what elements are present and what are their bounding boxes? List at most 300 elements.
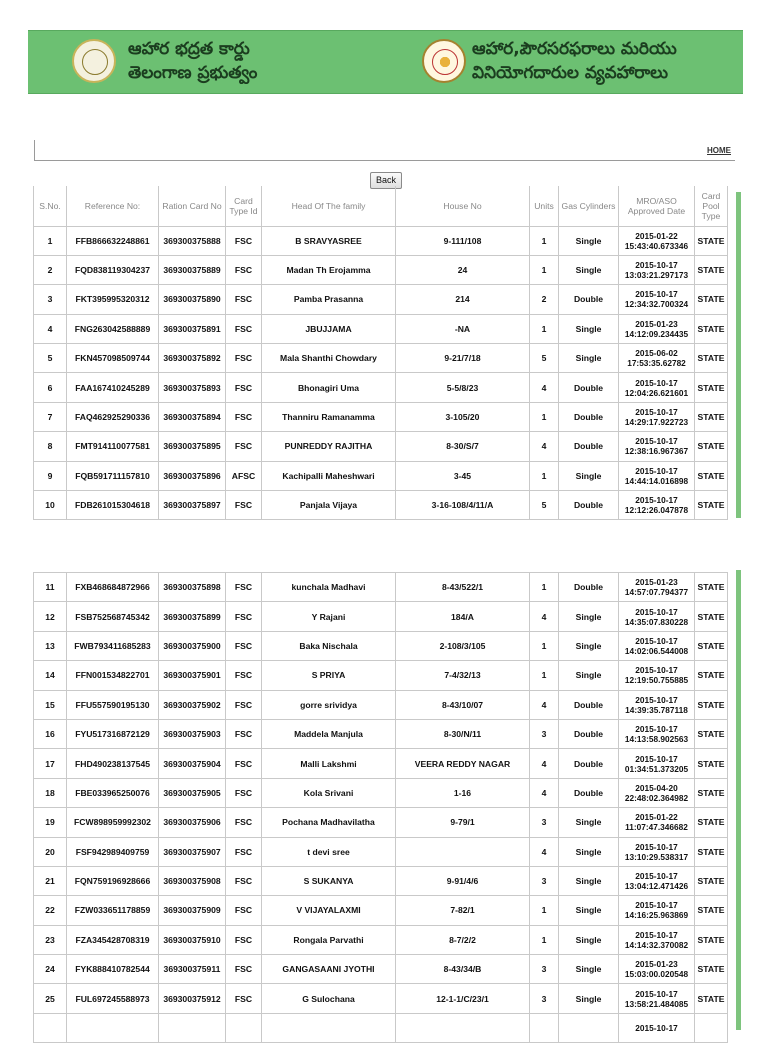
table-row: [34, 373, 728, 402]
col-house-no-cell: 5-5/8/23: [396, 373, 530, 402]
col-card-type-cell: FSC: [226, 955, 262, 984]
col-house-no-cell: 214: [396, 285, 530, 314]
col-head-of-family-cell: PUNREDDY RAJITHA: [262, 432, 396, 461]
col-units-cell: 3: [530, 719, 559, 748]
col-sno-cell: 9: [34, 461, 67, 490]
col-reference-no-cell: FAQ462925290336: [67, 402, 159, 431]
col-ration-card-no-cell: 369300375894: [159, 402, 226, 431]
approved-date: 2015-10-17: [635, 753, 678, 764]
col-card-pool-type-cell: STATE: [695, 778, 728, 807]
col-units-cell: 3: [530, 866, 559, 895]
col-units-cell: 4: [530, 690, 559, 719]
col-head-of-family-cell: Malli Lakshmi: [262, 749, 396, 778]
approved-date: 2015-10-17: [635, 606, 678, 617]
table-header-row: [34, 186, 728, 226]
approved-date: 2015-01-22: [635, 230, 678, 241]
col-head-of-family-cell: G Sulochana: [262, 984, 396, 1013]
col-card-pool-type-cell: STATE: [695, 255, 728, 284]
col-sno-cell: 25: [34, 984, 67, 1013]
col-head-of-family-cell: t devi sree: [262, 837, 396, 866]
approved-time: 14:29:17.922723: [624, 417, 689, 428]
col-sno-cell: 24: [34, 955, 67, 984]
approved-date: 2015-01-23: [635, 959, 678, 970]
col-head-of-family-cell: GANGASAANI JYOTHI: [262, 955, 396, 984]
approved-date-cell: [619, 866, 695, 895]
col-house-no-cell: [396, 1013, 530, 1042]
telangana-emblem-icon: [72, 39, 116, 83]
col-card-type-cell: FSC: [226, 661, 262, 690]
col-gas-cylinders-cell: Single: [559, 631, 619, 660]
table-row: [34, 461, 728, 490]
approved-date-cell: [619, 314, 695, 343]
col-units-cell: 1: [530, 573, 559, 602]
col-units-cell: 1: [530, 631, 559, 660]
approved-date: 2015-10-17: [635, 929, 678, 940]
approved-date-cell: [619, 778, 695, 807]
col-gas-cylinders-cell: Double: [559, 373, 619, 402]
col-gas-cylinders-cell: Single: [559, 955, 619, 984]
approved-time: 13:03:21.297173: [624, 270, 689, 281]
col-house-no-cell: 9-91/4/6: [396, 866, 530, 895]
col-units-cell: 1: [530, 314, 559, 343]
col-card-pool-type-cell: STATE: [695, 402, 728, 431]
col-gas-cylinders-cell: Single: [559, 984, 619, 1013]
col-reference-no-cell: FQB591711157810: [67, 461, 159, 490]
col-gas-cylinders-cell: Single: [559, 255, 619, 284]
col-units-cell: 4: [530, 837, 559, 866]
approved-date-cell: [619, 690, 695, 719]
col-units-cell: 5: [530, 344, 559, 373]
col-card-type-cell: FSC: [226, 896, 262, 925]
col-ration-card-no-cell: 369300375898: [159, 573, 226, 602]
table-row: [34, 749, 728, 778]
col-head-of-family-cell: S SUKANYA: [262, 866, 396, 895]
col-card-pool-type-cell: STATE: [695, 285, 728, 314]
col-card-pool-type-cell: STATE: [695, 461, 728, 490]
col-gas-cylinders-cell: Single: [559, 344, 619, 373]
col-ration-card-no-cell: 369300375908: [159, 866, 226, 895]
table-row: [34, 602, 728, 631]
col-ration-card-no-cell: 369300375895: [159, 432, 226, 461]
col-card-pool-type-cell: STATE: [695, 344, 728, 373]
col-head-of-family-cell: Kachipalli Maheshwari: [262, 461, 396, 490]
green-side-strip: [736, 570, 741, 1030]
approved-date: 2015-10-17: [635, 377, 678, 388]
approved-date-cell: [619, 955, 695, 984]
col-card-pool-type-cell: STATE: [695, 719, 728, 748]
approved-date: 2015-01-23: [635, 577, 678, 588]
col-sno-cell: 3: [34, 285, 67, 314]
col-ration-card-no-cell: 369300375905: [159, 778, 226, 807]
col-gas-cylinders-cell: Single: [559, 925, 619, 954]
col-card-type-cell: FSC: [226, 984, 262, 1013]
col-house-no-cell: 3-105/20: [396, 402, 530, 431]
approved-date: 2015-10-17: [635, 871, 678, 882]
col-sno-cell: 13: [34, 631, 67, 660]
col-reference-no-cell: FZA345428708319: [67, 925, 159, 954]
table-row: [34, 837, 728, 866]
col-card-type-header: Card Type Id: [226, 186, 262, 226]
table-row: [34, 808, 728, 837]
approved-date-cell: [619, 373, 695, 402]
col-units-cell: 2: [530, 285, 559, 314]
col-head-of-family-cell: [262, 1013, 396, 1042]
col-sno-cell: [34, 1013, 67, 1042]
approved-date: 2015-10-17: [635, 635, 678, 646]
col-head-of-family-cell: V VIJAYALAXMI: [262, 896, 396, 925]
col-card-pool-type-cell: STATE: [695, 432, 728, 461]
col-card-type-cell: FSC: [226, 778, 262, 807]
approved-date: 2015-10-17: [635, 495, 678, 506]
col-card-type-cell: FSC: [226, 925, 262, 954]
approved-date-cell: [619, 631, 695, 660]
col-units-cell: 4: [530, 778, 559, 807]
col-card-pool-type-cell: STATE: [695, 925, 728, 954]
back-button[interactable]: Back: [370, 172, 402, 189]
col-house-no-cell: 12-1-1/C/23/1: [396, 984, 530, 1013]
approved-time: 12:04:26.621601: [624, 387, 689, 398]
col-units-cell: 4: [530, 432, 559, 461]
col-head-of-family-cell: Mala Shanthi Chowdary: [262, 344, 396, 373]
col-head-of-family-cell: gorre srividya: [262, 690, 396, 719]
col-ration-card-no-cell: 369300375891: [159, 314, 226, 343]
civil-supplies-emblem-icon: [422, 39, 466, 83]
approved-time: 13:10:29.538317: [624, 851, 689, 862]
col-sno-cell: 11: [34, 573, 67, 602]
col-house-no-cell: 1-16: [396, 778, 530, 807]
col-card-type-cell: FSC: [226, 808, 262, 837]
approved-time: 14:16:25.963869: [624, 910, 689, 921]
approved-time: 14:13:58.902563: [624, 734, 689, 745]
ration-cards-table: [33, 186, 728, 520]
col-sno-cell: 6: [34, 373, 67, 402]
col-card-pool-type-cell: STATE: [695, 690, 728, 719]
col-card-type-cell: FSC: [226, 491, 262, 520]
approved-time: 15:03:00.020548: [624, 969, 689, 980]
col-gas-cylinders-cell: Single: [559, 461, 619, 490]
approved-date-cell: [619, 402, 695, 431]
col-reference-no-cell: FYK888410782544: [67, 955, 159, 984]
approved-date: 2015-10-17: [635, 465, 678, 476]
col-ration-card-no-cell: 369300375893: [159, 373, 226, 402]
approved-time: 14:35:07.830228: [624, 616, 689, 627]
approved-date: 2015-10-17: [635, 694, 678, 705]
table-row: [34, 344, 728, 373]
col-ration-card-no-cell: 369300375909: [159, 896, 226, 925]
col-gas-cylinders-cell: Double: [559, 719, 619, 748]
col-ration-card-no-cell: 369300375904: [159, 749, 226, 778]
col-ration-card-no-cell: [159, 1013, 226, 1042]
col-card-type-cell: FSC: [226, 719, 262, 748]
col-sno-cell: 12: [34, 602, 67, 631]
approved-time: 13:58:21.484085: [624, 998, 689, 1009]
col-ration-card-no-cell: 369300375910: [159, 925, 226, 954]
col-units-cell: 4: [530, 373, 559, 402]
col-card-type-cell: FSC: [226, 226, 262, 255]
table-row: [34, 573, 728, 602]
approved-date-cell: [619, 749, 695, 778]
approved-date: 2015-10-17: [635, 407, 678, 418]
col-reference-no-cell: FFN001534822701: [67, 661, 159, 690]
col-house-no-cell: VEERA REDDY NAGAR: [396, 749, 530, 778]
approved-time: 14:57:07.794377: [624, 587, 689, 598]
col-units-cell: 4: [530, 749, 559, 778]
col-ration-card-no-cell: 369300375899: [159, 602, 226, 631]
col-card-type-cell: FSC: [226, 285, 262, 314]
col-sno-cell: 7: [34, 402, 67, 431]
approved-date-cell: [619, 1013, 695, 1042]
col-units-cell: 1: [530, 661, 559, 690]
col-house-no-cell: 8-30/N/11: [396, 719, 530, 748]
col-card-type-cell: FSC: [226, 690, 262, 719]
col-card-pool-type-cell: STATE: [695, 896, 728, 925]
col-gas-cylinders-cell: Double: [559, 778, 619, 807]
col-card-pool-type-cell: STATE: [695, 837, 728, 866]
approved-time: 12:38:16.967367: [624, 446, 689, 457]
approved-time: 17:53:35.62782: [627, 358, 686, 369]
col-house-no-cell: 8-43/10/07: [396, 690, 530, 719]
approved-date-cell: [619, 491, 695, 520]
col-card-type-cell: FSC: [226, 602, 262, 631]
col-gas-cylinders-cell: Single: [559, 837, 619, 866]
table-row: [34, 866, 728, 895]
col-house-no-cell: 9-21/7/18: [396, 344, 530, 373]
approved-date: 2015-10-17: [635, 436, 678, 447]
col-reference-no-cell: FBE033965250076: [67, 778, 159, 807]
col-reference-no-cell: FAA167410245289: [67, 373, 159, 402]
header-left-line2: తెలంగాణ ప్రభుత్వం: [128, 63, 258, 83]
col-reference-no-cell: FWB793411685283: [67, 631, 159, 660]
col-gas-cylinders-cell: Double: [559, 491, 619, 520]
table-row: [34, 1013, 728, 1042]
ration-cards-table-continued: [33, 572, 728, 1043]
col-gas-cylinders-cell: Single: [559, 808, 619, 837]
approved-date: 2015-10-17: [635, 1023, 678, 1034]
col-units-header: Units: [530, 186, 559, 226]
col-card-type-cell: [226, 1013, 262, 1042]
col-units-cell: [530, 1013, 559, 1042]
col-house-no-header: House No: [396, 186, 530, 226]
col-gas-cylinders-cell: Double: [559, 285, 619, 314]
approved-date: 2015-06-02: [635, 348, 678, 359]
col-reference-no-cell: FDB261015304618: [67, 491, 159, 520]
approved-date: 2015-10-17: [635, 260, 678, 271]
col-card-type-cell: FSC: [226, 432, 262, 461]
approved-date-cell: [619, 808, 695, 837]
approved-date-cell: [619, 719, 695, 748]
col-ration-card-no-cell: 369300375900: [159, 631, 226, 660]
col-house-no-cell: 3-45: [396, 461, 530, 490]
home-link[interactable]: HOME: [707, 146, 731, 155]
approved-time: 14:02:06.544008: [624, 645, 689, 656]
approved-date-cell: [619, 896, 695, 925]
col-gas-cylinders-cell: Double: [559, 690, 619, 719]
green-side-strip: [736, 192, 741, 518]
col-card-type-cell: FSC: [226, 866, 262, 895]
col-sno-cell: 2: [34, 255, 67, 284]
approved-date: 2015-01-23: [635, 318, 678, 329]
col-approved-date-header: MRO/ASO Approved Date: [619, 186, 695, 226]
col-head-of-family-cell: B SRAVYASREE: [262, 226, 396, 255]
col-head-of-family-cell: kunchala Madhavi: [262, 573, 396, 602]
approved-time: 14:44:14.016898: [624, 475, 689, 486]
col-sno-cell: 15: [34, 690, 67, 719]
col-card-pool-type-header: Card Pool Type: [695, 186, 728, 226]
col-head-of-family-cell: Panjala Vijaya: [262, 491, 396, 520]
col-gas-cylinders-cell: Single: [559, 226, 619, 255]
col-ration-card-no-header: Ration Card No: [159, 186, 226, 226]
col-head-of-family-cell: Pamba Prasanna: [262, 285, 396, 314]
table-row: [34, 719, 728, 748]
col-ration-card-no-cell: 369300375902: [159, 690, 226, 719]
table-row: [34, 631, 728, 660]
col-reference-no-cell: FMT914110077581: [67, 432, 159, 461]
header-right-line2: వినియోగదారుల వ్యవహారాలు: [472, 63, 669, 83]
approved-date: 2015-10-17: [635, 724, 678, 735]
col-head-of-family-cell: Rongala Parvathi: [262, 925, 396, 954]
col-reference-no-cell: FCW898959992302: [67, 808, 159, 837]
col-reference-no-cell: [67, 1013, 159, 1042]
col-sno-cell: 4: [34, 314, 67, 343]
table-row: [34, 491, 728, 520]
table-row: [34, 255, 728, 284]
col-reference-no-cell: FUL697245588973: [67, 984, 159, 1013]
col-card-type-cell: AFSC: [226, 461, 262, 490]
approved-time: 14:39:35.787118: [625, 704, 688, 715]
col-gas-cylinders-cell: Single: [559, 661, 619, 690]
col-card-pool-type-cell: STATE: [695, 866, 728, 895]
col-reference-no-cell: FKT395995320312: [67, 285, 159, 314]
col-gas-cylinders-cell: Double: [559, 573, 619, 602]
col-house-no-cell: 24: [396, 255, 530, 284]
col-head-of-family-cell: S PRIYA: [262, 661, 396, 690]
col-gas-cylinders-cell: Double: [559, 402, 619, 431]
col-head-of-family-cell: Madan Th Erojamma: [262, 255, 396, 284]
col-card-pool-type-cell: STATE: [695, 573, 728, 602]
approved-date: 2015-10-17: [635, 900, 678, 911]
col-units-cell: 1: [530, 896, 559, 925]
approved-date: 2015-10-17: [635, 988, 678, 999]
col-head-of-family-cell: Y Rajani: [262, 602, 396, 631]
approved-date-cell: [619, 432, 695, 461]
col-house-no-cell: [396, 837, 530, 866]
col-sno-cell: 5: [34, 344, 67, 373]
table-row: [34, 226, 728, 255]
approved-date-cell: [619, 925, 695, 954]
approved-date-cell: [619, 837, 695, 866]
approved-date-cell: [619, 984, 695, 1013]
col-sno-cell: 10: [34, 491, 67, 520]
approved-date-cell: [619, 285, 695, 314]
col-house-no-cell: 9-79/1: [396, 808, 530, 837]
col-card-pool-type-cell: [695, 1013, 728, 1042]
col-house-no-cell: 9-111/108: [396, 226, 530, 255]
col-card-type-cell: FSC: [226, 573, 262, 602]
table-row: [34, 314, 728, 343]
col-card-type-cell: FSC: [226, 837, 262, 866]
header-right-line1: ఆహార,పౌరసరఫరాలు మరియు: [472, 39, 677, 59]
col-reference-no-cell: FSB752568745342: [67, 602, 159, 631]
approved-date-cell: [619, 255, 695, 284]
col-card-type-cell: FSC: [226, 314, 262, 343]
table-row: [34, 984, 728, 1013]
col-units-cell: 4: [530, 602, 559, 631]
col-ration-card-no-cell: 369300375889: [159, 255, 226, 284]
col-units-cell: 1: [530, 255, 559, 284]
table-row: [34, 955, 728, 984]
col-sno-cell: 23: [34, 925, 67, 954]
col-house-no-cell: 3-16-108/4/11/A: [396, 491, 530, 520]
col-sno-cell: 8: [34, 432, 67, 461]
col-card-type-cell: FSC: [226, 631, 262, 660]
approved-time: 15:43:40.673346: [624, 240, 689, 251]
col-gas-cylinders-header: Gas Cylinders: [559, 186, 619, 226]
approved-date-cell: [619, 573, 695, 602]
col-units-cell: 3: [530, 955, 559, 984]
col-card-pool-type-cell: STATE: [695, 749, 728, 778]
table-row: [34, 925, 728, 954]
col-house-no-cell: 8-43/522/1: [396, 573, 530, 602]
col-house-no-cell: 8-43/34/B: [396, 955, 530, 984]
col-sno-header: S.No.: [34, 186, 67, 226]
approved-date-cell: [619, 226, 695, 255]
col-card-type-cell: FSC: [226, 344, 262, 373]
approved-date-cell: [619, 602, 695, 631]
approved-time: 14:14:32.370082: [624, 939, 689, 950]
col-card-pool-type-cell: STATE: [695, 226, 728, 255]
col-sno-cell: 16: [34, 719, 67, 748]
col-gas-cylinders-cell: Double: [559, 749, 619, 778]
col-units-cell: 1: [530, 226, 559, 255]
col-head-of-family-cell: Baka Nischala: [262, 631, 396, 660]
approved-date-cell: [619, 461, 695, 490]
col-card-pool-type-cell: STATE: [695, 661, 728, 690]
col-sno-cell: 22: [34, 896, 67, 925]
col-ration-card-no-cell: 369300375901: [159, 661, 226, 690]
approved-date: 2015-10-17: [635, 665, 678, 676]
col-reference-no-cell: FFU557590195130: [67, 690, 159, 719]
col-ration-card-no-cell: 369300375892: [159, 344, 226, 373]
col-units-cell: 1: [530, 402, 559, 431]
col-card-pool-type-cell: STATE: [695, 314, 728, 343]
col-head-of-family-header: Head Of The family: [262, 186, 396, 226]
approved-date: 2015-10-17: [635, 289, 678, 300]
approved-time: 14:12:09.234435: [624, 328, 689, 339]
col-sno-cell: 21: [34, 866, 67, 895]
col-head-of-family-cell: Kola Srivani: [262, 778, 396, 807]
col-units-cell: 5: [530, 491, 559, 520]
col-reference-no-header: Reference No:: [67, 186, 159, 226]
col-sno-cell: 1: [34, 226, 67, 255]
col-units-cell: 3: [530, 808, 559, 837]
table-row: [34, 402, 728, 431]
col-reference-no-cell: FQN759196928666: [67, 866, 159, 895]
col-head-of-family-cell: Pochana Madhavilatha: [262, 808, 396, 837]
approved-time: 13:04:12.471426: [624, 881, 689, 892]
approved-time: 12:34:32.700324: [624, 299, 689, 310]
header-banner: [28, 30, 743, 94]
col-ration-card-no-cell: 369300375888: [159, 226, 226, 255]
approved-time: 22:48:02.364982: [624, 792, 689, 803]
header-left-line1: ఆహార భద్రత కార్డు: [128, 39, 250, 59]
col-card-type-cell: FSC: [226, 402, 262, 431]
col-card-pool-type-cell: STATE: [695, 955, 728, 984]
col-units-cell: 1: [530, 925, 559, 954]
col-reference-no-cell: FHD490238137545: [67, 749, 159, 778]
col-card-pool-type-cell: STATE: [695, 491, 728, 520]
col-gas-cylinders-cell: Single: [559, 896, 619, 925]
col-sno-cell: 20: [34, 837, 67, 866]
